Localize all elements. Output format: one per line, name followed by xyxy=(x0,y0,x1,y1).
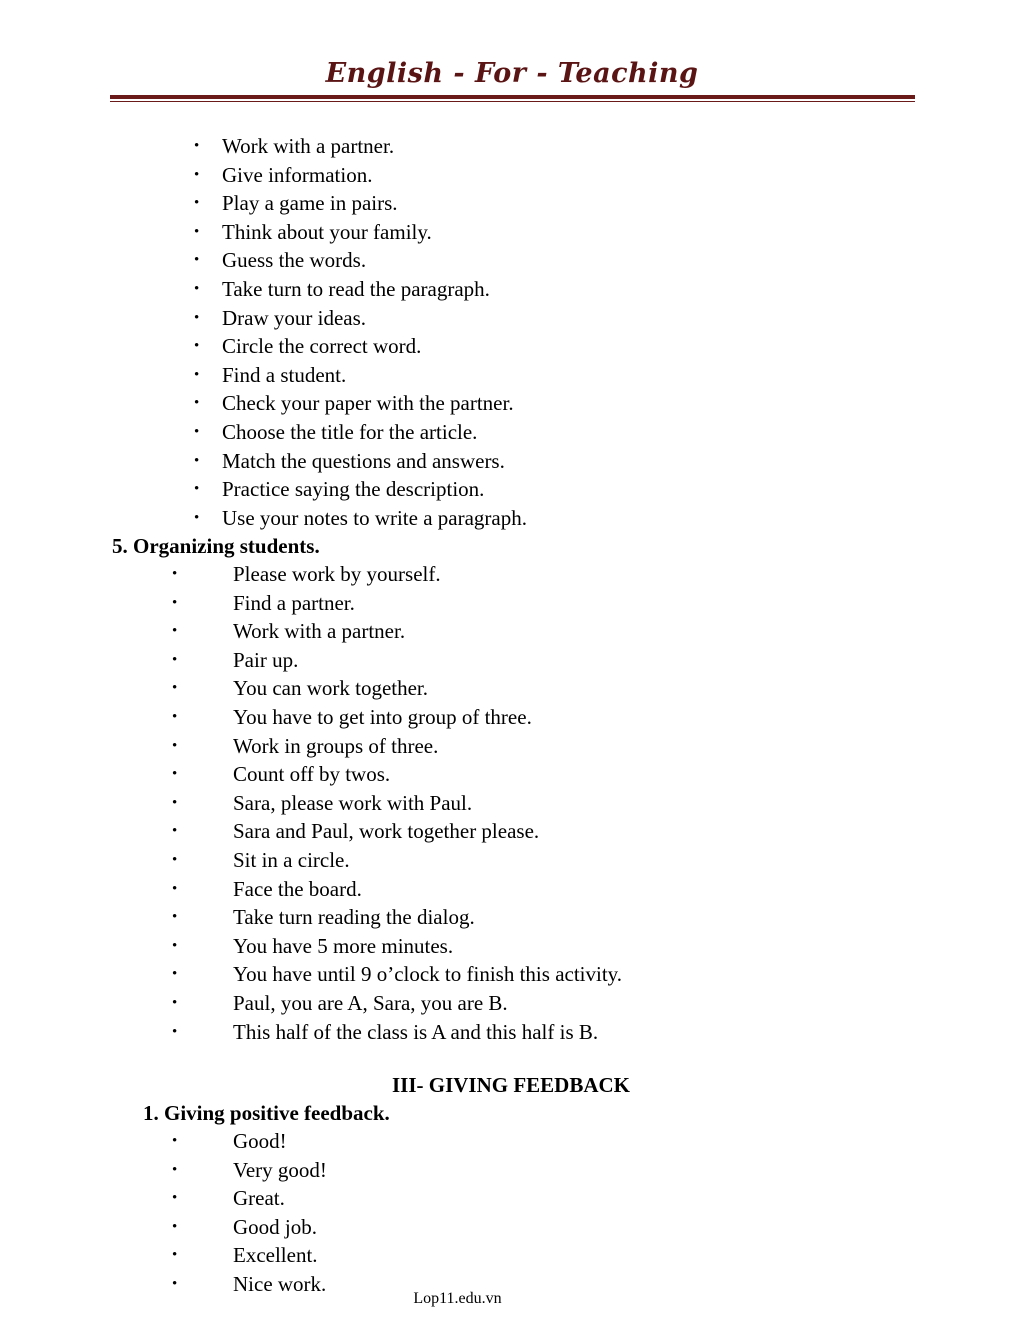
page-header-title: English - For - Teaching xyxy=(325,58,699,89)
list-item xyxy=(172,1184,327,1213)
list-item-text: Practice saying the description. xyxy=(222,477,485,502)
list-item-text: Sara, please work with Paul. xyxy=(233,790,473,815)
bullet-icon: • xyxy=(172,966,178,983)
list-item xyxy=(172,760,622,789)
bullet-icon: • xyxy=(172,909,178,926)
list-item-text: Pair up. xyxy=(233,647,299,672)
list-item xyxy=(172,703,622,732)
bullet-icon: • xyxy=(194,338,200,355)
bullet-icon: • xyxy=(172,1161,178,1178)
organizing-students-heading: 5. Organizing students. xyxy=(112,534,320,558)
bullet-icon: • xyxy=(172,823,178,840)
list-item-text: Draw your ideas. xyxy=(222,305,367,330)
bullet-icon: • xyxy=(172,737,178,754)
bullet-icon: • xyxy=(194,280,200,297)
list-item-text: You have 5 more minutes. xyxy=(233,933,454,958)
bullet-icon: • xyxy=(172,623,178,640)
list-item-text: Sara and Paul, work together please. xyxy=(233,819,540,844)
positive-feedback-list xyxy=(172,1127,327,1299)
list-item xyxy=(194,418,527,447)
list-item-text: Nice work. xyxy=(233,1271,327,1296)
list-item-text: Check your paper with the partner. xyxy=(222,391,514,416)
bullet-icon: • xyxy=(172,1218,178,1235)
list-item xyxy=(172,732,622,761)
list-item xyxy=(194,475,527,504)
list-item xyxy=(172,875,622,904)
bullet-icon: • xyxy=(194,309,200,326)
bullet-icon: • xyxy=(194,395,200,412)
list-item-text: Face the board. xyxy=(233,876,362,901)
list-item xyxy=(194,246,527,275)
bullet-icon: • xyxy=(194,252,200,269)
list-item-text: Circle the correct word. xyxy=(222,334,422,359)
list-item xyxy=(194,504,527,533)
bullet-icon: • xyxy=(194,366,200,383)
bullet-icon: • xyxy=(172,794,178,811)
bullet-icon: • xyxy=(194,481,200,498)
list-item-text: Match the questions and answers. xyxy=(222,448,505,473)
organizing-students-list xyxy=(172,560,623,1046)
list-item xyxy=(194,447,527,476)
list-item-text: Sit in a circle. xyxy=(233,847,350,872)
list-item-text: Good! xyxy=(233,1129,287,1153)
list-item xyxy=(172,646,622,675)
list-item-text: Count off by twos. xyxy=(233,762,391,787)
list-item xyxy=(172,1213,327,1242)
list-item-text: Work in groups of three. xyxy=(233,733,439,758)
bullet-icon: • xyxy=(172,1275,178,1292)
bullet-icon: • xyxy=(172,1023,178,1040)
list-item xyxy=(172,903,622,932)
bullet-icon: • xyxy=(194,166,200,183)
list-item-text: You have until 9 o’clock to finish this activity. xyxy=(233,962,623,987)
bullet-icon: • xyxy=(172,680,178,697)
positive-feedback-heading: 1. Giving positive feedback. xyxy=(143,1101,390,1125)
list-item xyxy=(172,1156,327,1185)
list-item xyxy=(194,389,527,418)
bullet-icon: • xyxy=(172,1190,178,1207)
list-item xyxy=(172,1018,622,1047)
list-item-text: Good job. xyxy=(233,1214,317,1239)
list-item xyxy=(172,1127,327,1156)
list-item xyxy=(194,218,527,247)
list-item xyxy=(194,132,527,161)
bullet-icon: • xyxy=(194,452,200,469)
list-item xyxy=(172,789,622,818)
bullet-icon: • xyxy=(172,1247,178,1264)
list-item-text: Use your notes to write a paragraph. xyxy=(222,505,527,530)
bullet-icon: • xyxy=(172,651,178,668)
bullet-icon: • xyxy=(172,851,178,868)
bullet-icon: • xyxy=(194,423,200,440)
bullet-icon: • xyxy=(194,195,200,212)
list-item xyxy=(172,1241,327,1270)
list-item xyxy=(172,817,622,846)
list-item xyxy=(172,989,622,1018)
bullet-icon: • xyxy=(172,994,178,1011)
list-item-text: Excellent. xyxy=(233,1243,318,1268)
list-item-text: Take turn to read the paragraph. xyxy=(222,276,490,301)
list-item xyxy=(194,189,527,218)
bullet-icon: • xyxy=(172,937,178,954)
list-item-text: You have to get into group of three. xyxy=(233,704,532,729)
footer-site: Lop11.edu.vn xyxy=(413,1290,502,1307)
giving-feedback-heading-text: III- GIVING FEEDBACK xyxy=(391,1073,631,1097)
list-item xyxy=(172,674,622,703)
header-rule-thin xyxy=(110,101,915,102)
list-item-text: Work with a partner. xyxy=(233,619,406,644)
list-item-text: Great. xyxy=(233,1186,285,1211)
list-item xyxy=(194,332,527,361)
bullet-icon: • xyxy=(172,880,178,897)
list-item-text: You can work together. xyxy=(233,676,429,701)
list-item xyxy=(194,161,527,190)
list-item-text: This half of the class is A and this half is B. xyxy=(233,1019,599,1044)
list-item-text: Choose the title for the article. xyxy=(222,419,478,444)
list-item xyxy=(172,846,622,875)
bullet-icon: • xyxy=(194,223,200,240)
list-item xyxy=(172,560,622,589)
bullet-icon: • xyxy=(172,594,178,611)
bullet-icon: • xyxy=(172,1133,178,1149)
list-item-text: Play a game in pairs. xyxy=(222,191,398,216)
list-item-text: Guess the words. xyxy=(222,248,367,273)
list-item xyxy=(172,932,622,961)
list-item xyxy=(194,275,527,304)
list-item-text: Find a partner. xyxy=(233,590,355,615)
bullet-icon: • xyxy=(172,708,178,725)
list-item-text: Very good! xyxy=(233,1157,327,1182)
list-item xyxy=(194,304,527,333)
list-item-text: Work with a partner. xyxy=(222,134,395,158)
list-item-text: Paul, you are A, Sara, you are B. xyxy=(233,990,508,1015)
list-item xyxy=(172,617,622,646)
bullet-icon: • xyxy=(172,766,178,783)
instruction-list xyxy=(194,132,527,532)
bullet-icon: • xyxy=(194,138,200,154)
bullet-icon: • xyxy=(172,566,178,582)
giving-feedback-heading xyxy=(0,1071,1024,1099)
list-item-text: Think about your family. xyxy=(222,219,432,244)
list-item-text: Take turn reading the dialog. xyxy=(233,905,475,930)
list-item-text: Find a student. xyxy=(222,362,347,387)
list-item xyxy=(194,361,527,390)
list-item xyxy=(172,589,622,618)
list-item-text: Give information. xyxy=(222,162,373,187)
header-rule-thick xyxy=(110,95,915,99)
list-item xyxy=(172,960,623,989)
bullet-icon: • xyxy=(194,509,200,526)
list-item-text: Please work by yourself. xyxy=(233,562,441,586)
